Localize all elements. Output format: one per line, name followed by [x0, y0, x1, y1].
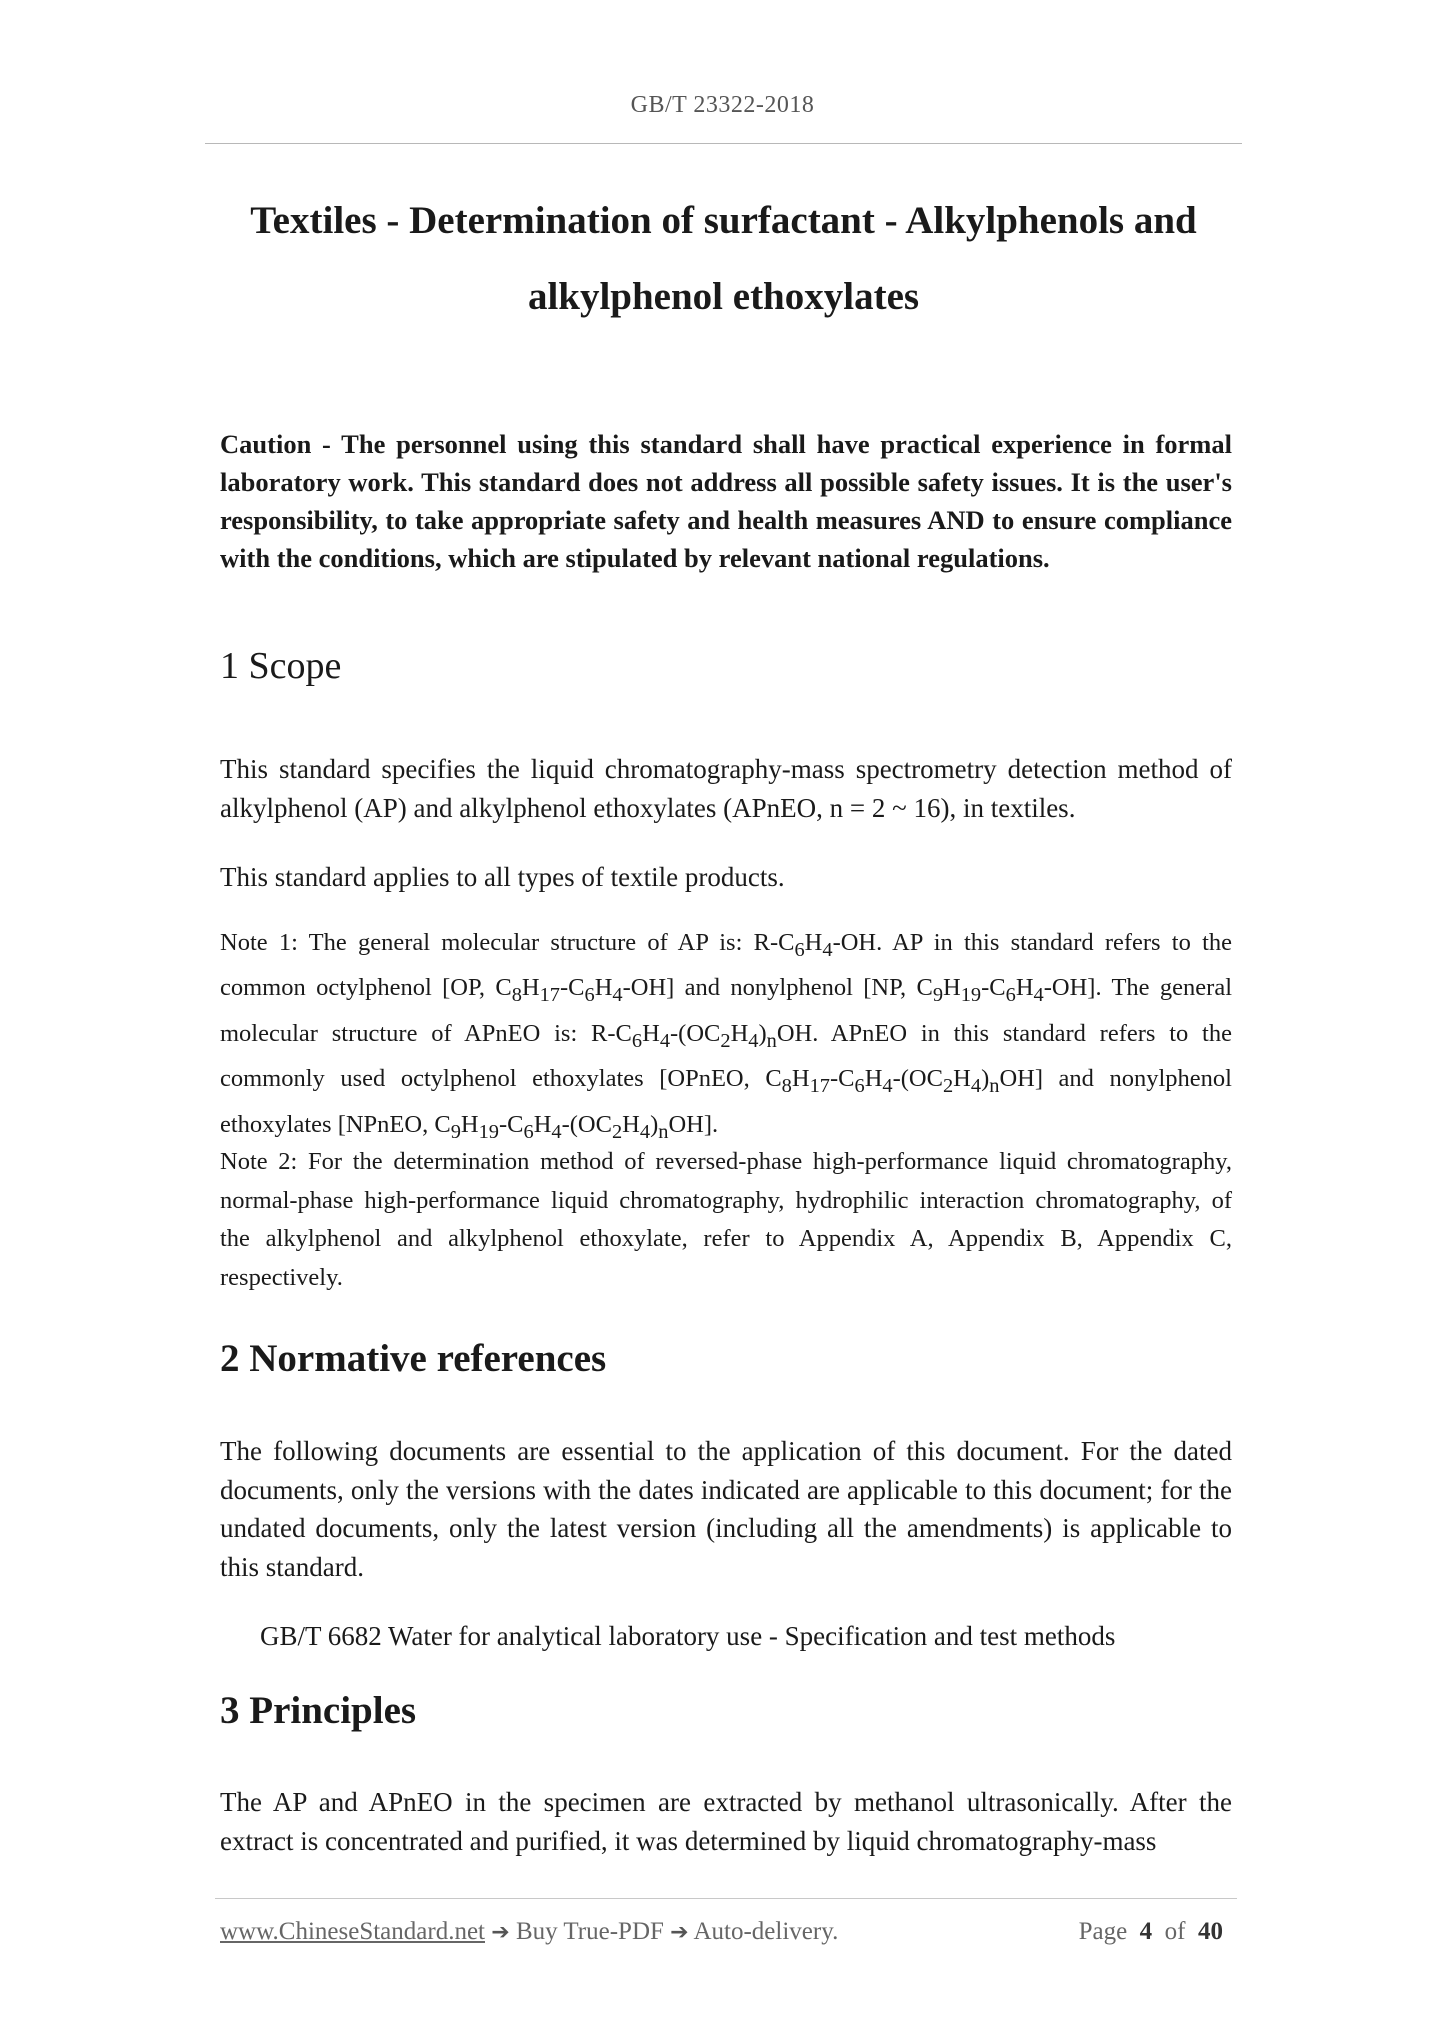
principles-paragraph: The AP and APnEO in the specimen are extracted by methanol ultrasonically. After the extract is concentrated and purified, it was determined by liquid chromatography-mass — [220, 1787, 1232, 1856]
section-scope-heading: 1 Scope — [220, 645, 342, 687]
scope-paragraph-2: This standard applies to all types of textile products. — [220, 862, 785, 892]
normative-paragraph: The following documents are essential to the application of this document. For the dated documents, only the versions with the dates indicated are applicable to this document; for the undated documents, only the latest version (including all the amendments) is applicable to this standard. — [220, 1436, 1232, 1582]
header-divider — [205, 143, 1242, 144]
footer-divider — [215, 1898, 1237, 1899]
current-page-number: 4 — [1139, 1918, 1153, 1945]
running-header: GB/T 23322-2018 — [630, 92, 815, 118]
arrow-right-icon: ➔ — [670, 1920, 689, 1945]
document-title — [205, 183, 1242, 335]
section-principles-heading: 3 Principles — [220, 1689, 417, 1732]
scope-paragraph-1: This standard specifies the liquid chromatography-mass spectrometry detection method of alkylphenol (AP) and alkylphenol ethoxylates (APnEO, n = 2 ~ 16), in textiles. — [220, 754, 1232, 823]
caution-paragraph: Caution - The personnel using this standard shall have practical experience in formal laboratory work. This standard does not address all possible safety issues. It is the user's responsibility, to take appropriate safety and health measures AND to ensure compliance with the conditions, which are stipulated by relevant national regulations. — [220, 429, 1232, 573]
buy-true-pdf-text: Buy True-PDF — [515, 1918, 664, 1945]
footer-links — [220, 1918, 838, 1946]
section-normative-heading: 2 Normative references — [220, 1337, 607, 1380]
normative-reference-item: GB/T 6682 Water for analytical laboratory use - Specification and test methods — [260, 1621, 1116, 1651]
document-title-line-1: Textiles - Determination of surfactant - Alkylphenols and — [250, 199, 1197, 242]
scope-note-2: Note 2: For the determination method of reversed-phase high-performance liquid chromatography, normal-phase high-performance liquid chromatography, hydrophilic interaction chromatography, of the alkylphenol and alkylphenol ethoxylate, refer to Appendix A, Appendix B, Appendix C, respectively. — [220, 1148, 1232, 1291]
page-label: Page — [1078, 1918, 1128, 1945]
auto-delivery-text: Auto-delivery. — [693, 1918, 839, 1945]
document-title-line-2: alkylphenol ethoxylates — [527, 275, 920, 318]
scope-note-1: Note 1: The general molecular structure of AP is: $R-C_6H_4-OH$. AP in this standard refers to the common octylphenol [OP, $C_8H_{17}-C_6H_4-OH$] and nonylphenol [NP, $C_9H_{19}-C_6H_4-OH$]. The general molecular structure of APnEO is: $R-C_6H_4-(OC_2H_4)_nOH$. APnEO in this standard refers to the commonly used octylphenol ethoxylates [OPnEO, $C_8H_{17}-C_6H_4-(OC_2H_4)_nOH$] and nonylphenol ethoxylates [NPnEO, $C_9H_{19}-C_6H_4-(OC_2H_4)_nOH$]. — [220, 929, 1232, 1143]
website-link[interactable]: www.ChineseStandard.net — [220, 1918, 485, 1945]
of-label: of — [1164, 1918, 1186, 1945]
arrow-right-icon: ➔ — [491, 1920, 510, 1945]
page-indicator — [1079, 1918, 1223, 1946]
total-pages: 40 — [1198, 1918, 1223, 1945]
